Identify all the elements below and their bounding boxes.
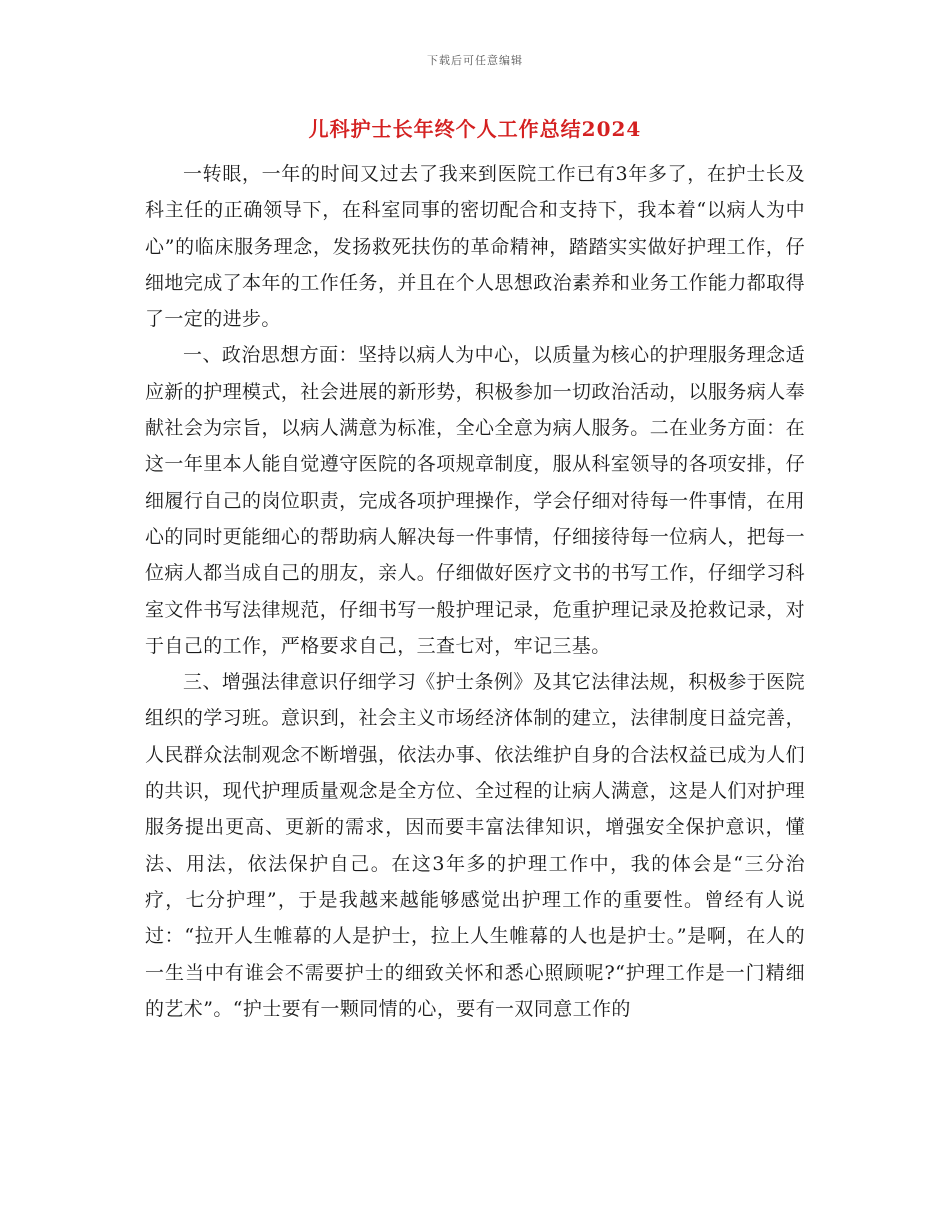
paragraph-legal-awareness: 三、增强法律意识仔细学习《护士条例》及其它法律法规，积极参于医院组织的学习班。意识到，社会主义市场经济体制的建立，法律制度日益完善，人民群众法制观念不断增强，依法办事、依法维护自身的合法权益已成为人们的共识，现代护理质量观念是全方位、全过程的让病人满意，这是人们对护理服务提出更高、更新的需求，因而要丰富法律知识，增强安全保护意识，懂法、用法，依法保护自己。在这3年多的护理工作中，我的体会是“三分治疗，七分护理”，于是我越来越能够感觉出护理工作的重要性。曾经有人说过：“拉开人生帷幕的人是护士，拉上人生帷幕的人也是护士。”是啊，在人的一生当中有谁会不需要护士的细致关怀和悉心照顾呢?“护理工作是一门精细的艺术”。“护士要有一颗同情的心，要有一双同意工作的: [145, 671, 805, 1020]
paragraph-political-and-business: 一、政治思想方面：坚持以病人为中心，以质量为核心的护理服务理念适应新的护理模式，社会进展的新形势，积极参加一切政治活动，以服务病人奉献社会为宗旨，以病人满意为标准，全心全意为病人服务。二在业务方面：在这一年里本人能自觉遵守医院的各项规章制度，服从科室领导的各项安排，仔细履行自己的岗位职责，完成各项护理操作，学会仔细对待每一件事情，在用心的同时更能细心的帮助病人解决每一件事情，仔细接待每一位病人，把每一位病人都当成自己的朋友，亲人。仔细做好医疗文书的书写工作，仔细学习科室文件书写法律规范，仔细书写一般护理记录，危重护理记录及抢救记录，对于自己的工作，严格要求自己，三查七对，牢记三基。: [145, 344, 805, 657]
header-note: 下载后可任意编辑: [427, 54, 523, 67]
document-body: [145, 156, 805, 1027]
document-title: 儿科护士长年终个人工作总结2024: [308, 117, 642, 141]
paragraph-intro: 一转眼，一年的时间又过去了我来到医院工作已有3年多了，在护士长及科主任的正确领导下，在科室同事的密切配合和支持下，我本着“以病人为中心”的临床服务理念，发扬救死扶伤的革命精神，踏踏实实做好护理工作，仔细地完成了本年的工作任务，并且在个人思想政治素养和业务工作能力都取得了一定的进步。: [145, 163, 805, 331]
